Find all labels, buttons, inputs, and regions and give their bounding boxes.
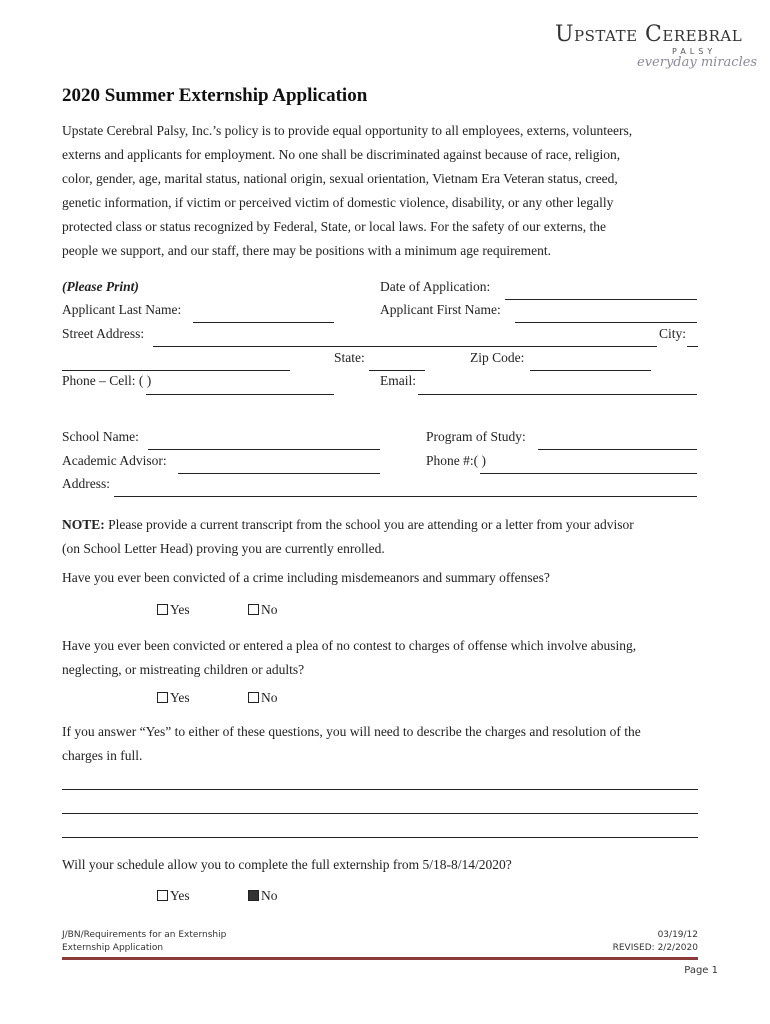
q2-yes-label: Yes bbox=[170, 690, 190, 705]
explain-answer-line-2[interactable] bbox=[62, 799, 698, 814]
address-label: Address: bbox=[62, 476, 110, 491]
question-1: Have you ever been convicted of a crime including misdemeanors and summary offenses? bbox=[62, 570, 550, 585]
page-title: 2020 Summer Externship Application bbox=[62, 85, 368, 106]
explain-line-1: If you answer “Yes” to either of these questions, you will need to describe the charges and resolution of the bbox=[62, 724, 641, 739]
page-number: Page 1 bbox=[684, 965, 718, 976]
address-field[interactable] bbox=[114, 482, 697, 497]
email-label: Email: bbox=[380, 373, 416, 388]
first-name-label: Applicant First Name: bbox=[380, 302, 501, 317]
school-name-label: School Name: bbox=[62, 429, 139, 444]
logo-sub: PALSY bbox=[672, 47, 717, 56]
q1-yes-label: Yes bbox=[170, 602, 190, 617]
policy-line: externs and applicants for employment. No one shall be discriminated against because of race, religion, bbox=[62, 147, 621, 162]
q2-yes-checkbox[interactable] bbox=[157, 692, 168, 703]
question-2-line-2: neglecting, or mistreating children or adults? bbox=[62, 662, 305, 677]
logo-name: Upstate Cerebral bbox=[555, 22, 743, 47]
footer-left-2: Externship Application bbox=[62, 943, 164, 953]
q1-yes-checkbox[interactable] bbox=[157, 604, 168, 615]
policy-line: protected class or status recognized by Federal, State, or local laws. For the safety of our externs, the bbox=[62, 219, 606, 234]
explain-line-2: charges in full. bbox=[62, 748, 143, 763]
phone-number-field[interactable] bbox=[480, 459, 697, 474]
date-of-application-field[interactable] bbox=[505, 285, 697, 300]
question-3: Will your schedule allow you to complete the full externship from 5/18-8/14/2020? bbox=[62, 857, 512, 872]
policy-paragraph bbox=[62, 119, 722, 263]
note-text-1: Please provide a current transcript from the school you are attending or a letter from your advisor bbox=[104, 517, 634, 532]
city-continued-field[interactable] bbox=[62, 356, 290, 371]
footer-right-2: REVISED: 2/2/2020 bbox=[612, 943, 698, 953]
state-field[interactable] bbox=[369, 356, 425, 371]
city-field[interactable] bbox=[687, 332, 698, 347]
advisor-label: Academic Advisor: bbox=[62, 453, 167, 468]
footer-divider bbox=[62, 957, 698, 960]
note-block bbox=[62, 513, 742, 561]
email-field[interactable] bbox=[418, 380, 697, 395]
phone-cell-field[interactable] bbox=[146, 380, 334, 395]
q3-yes-checkbox[interactable] bbox=[157, 890, 168, 901]
q2-no-label: No bbox=[261, 690, 278, 705]
last-name-label: Applicant Last Name: bbox=[62, 302, 182, 317]
footer-right-1: 03/19/12 bbox=[657, 930, 698, 940]
school-name-field[interactable] bbox=[148, 435, 380, 450]
first-name-field[interactable] bbox=[515, 308, 697, 323]
date-of-application-label: Date of Application: bbox=[380, 279, 491, 294]
street-address-field[interactable] bbox=[153, 332, 657, 347]
advisor-field[interactable] bbox=[178, 459, 380, 474]
note-text-2: (on School Letter Head) proving you are currently enrolled. bbox=[62, 541, 385, 556]
zip-field[interactable] bbox=[530, 356, 651, 371]
question-2 bbox=[62, 634, 742, 682]
explain-answer-line-3[interactable] bbox=[62, 823, 698, 838]
policy-line: color, gender, age, marital status, national origin, sexual orientation, Vietnam Era Veteran status, creed, bbox=[62, 171, 618, 186]
program-field[interactable] bbox=[538, 435, 697, 450]
q2-no-checkbox[interactable] bbox=[248, 692, 259, 703]
note-line-1 bbox=[62, 513, 742, 537]
q1-no-label: No bbox=[261, 602, 278, 617]
city-label: City: bbox=[659, 326, 687, 341]
policy-line: people we support, and our staff, there may be positions with a minimum age requirement. bbox=[62, 243, 552, 258]
note-label: NOTE: bbox=[62, 517, 105, 532]
explain-block bbox=[62, 720, 742, 768]
phone-cell-label: Phone – Cell: ( ) bbox=[62, 373, 152, 388]
question-2-line-1: Have you ever been convicted or entered a plea of no contest to charges of offense which involve abusing, bbox=[62, 638, 637, 653]
policy-line: Upstate Cerebral Palsy, Inc.’s policy is to provide equal opportunity to all employees, externs, volunteers, bbox=[62, 123, 633, 138]
logo-tagline: everyday miracles bbox=[637, 55, 758, 70]
q3-no-checkbox[interactable] bbox=[248, 890, 259, 901]
zip-label: Zip Code: bbox=[470, 350, 525, 365]
q3-no-label: No bbox=[261, 888, 278, 903]
last-name-field[interactable] bbox=[193, 308, 334, 323]
footer-left-1: J/BN/Requirements for an Externship bbox=[62, 930, 227, 940]
q3-yes-label: Yes bbox=[170, 888, 190, 903]
q1-no-checkbox[interactable] bbox=[248, 604, 259, 615]
state-label: State: bbox=[334, 350, 365, 365]
explain-answer-line-1[interactable] bbox=[62, 775, 698, 790]
please-print-label: (Please Print) bbox=[62, 279, 139, 294]
program-label: Program of Study: bbox=[426, 429, 526, 444]
street-address-label: Street Address: bbox=[62, 326, 145, 341]
policy-line: genetic information, if victim or perceived victim of domestic violence, disability, or any other legally bbox=[62, 195, 614, 210]
phone-number-label: Phone #:( ) bbox=[426, 453, 486, 468]
